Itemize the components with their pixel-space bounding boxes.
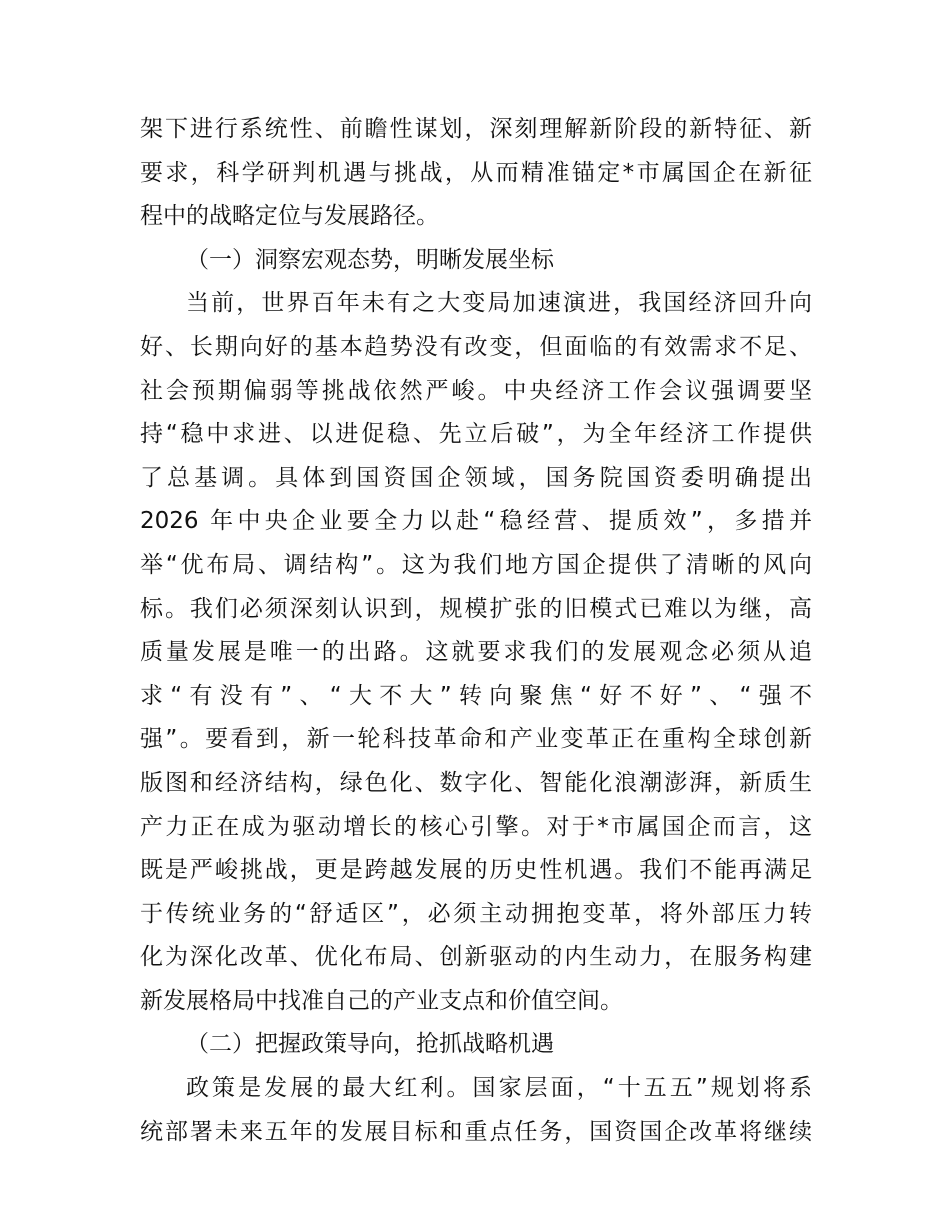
paragraph-line: 要求，科学研判机遇与挑战，从而精准锚定*市属国企在新征 <box>140 159 812 186</box>
paragraph-line: 新发展格局中找准自己的产业支点和价值空间。 <box>140 987 623 1014</box>
paragraph-line: 好、长期向好的基本趋势没有改变，但面临的有效需求不足、 <box>140 333 812 360</box>
paragraph-line: 2026 年中央企业要全力以赴“稳经营、提质效”，多措并 <box>140 508 812 535</box>
paragraph-line: 化为深化改革、优化布局、创新驱动的内生动力，在服务构建 <box>140 944 812 971</box>
paragraph-line: 求“有没有”、“大不大”转向聚焦“好不好”、“强不 <box>140 682 812 709</box>
paragraph-line: 于传统业务的“舒适区”，必须主动拥抱变革，将外部压力转 <box>140 900 812 927</box>
paragraph-line: 举“优布局、调结构”。这为我们地方国企提供了清晰的风向 <box>140 551 812 578</box>
paragraph-line: 社会预期偏弱等挑战依然严峻。中央经济工作会议强调要坚 <box>140 377 812 404</box>
paragraph-line: 政策是发展的最大红利。国家层面，“十五五”规划将系 <box>186 1075 812 1102</box>
paragraph-line: 版图和经济结构，绿色化、数字化、智能化浪潮澎湃，新质生 <box>140 769 812 796</box>
paragraph-line: 既是严峻挑战，更是跨越发展的历史性机遇。我们不能再满足 <box>140 857 812 884</box>
paragraph-line: 产力正在成为驱动增长的核心引擎。对于*市属国企而言，这 <box>140 813 812 840</box>
paragraph-line: 持“稳中求进、以进促稳、先立后破”，为全年经济工作提供 <box>140 421 812 448</box>
paragraph-line: 当前，世界百年未有之大变局加速演进，我国经济回升向 <box>186 290 812 317</box>
paragraph-line: 标。我们必须深刻认识到，规模扩张的旧模式已难以为继，高 <box>140 595 812 622</box>
section-heading-2: （二）把握政策导向，抢抓战略机遇 <box>186 1031 554 1058</box>
paragraph-line: 了总基调。具体到国资国企领域，国务院国资委明确提出 <box>140 464 812 491</box>
paragraph-line: 强”。要看到，新一轮科技革命和产业变革正在重构全球创新 <box>140 726 812 753</box>
section-heading-1: （一）洞察宏观态势，明晰发展坐标 <box>186 246 554 273</box>
paragraph-line: 质量发展是唯一的出路。这就要求我们的发展观念必须从追 <box>140 639 812 666</box>
paragraph-line: 统部署未来五年的发展目标和重点任务，国资国企改革将继续 <box>140 1118 812 1145</box>
paragraph-line: 程中的战略定位与发展路径。 <box>140 203 439 230</box>
paragraph-line: 架下进行系统性、前瞻性谋划，深刻理解新阶段的新特征、新 <box>140 116 812 142</box>
document-body <box>140 108 812 1154</box>
